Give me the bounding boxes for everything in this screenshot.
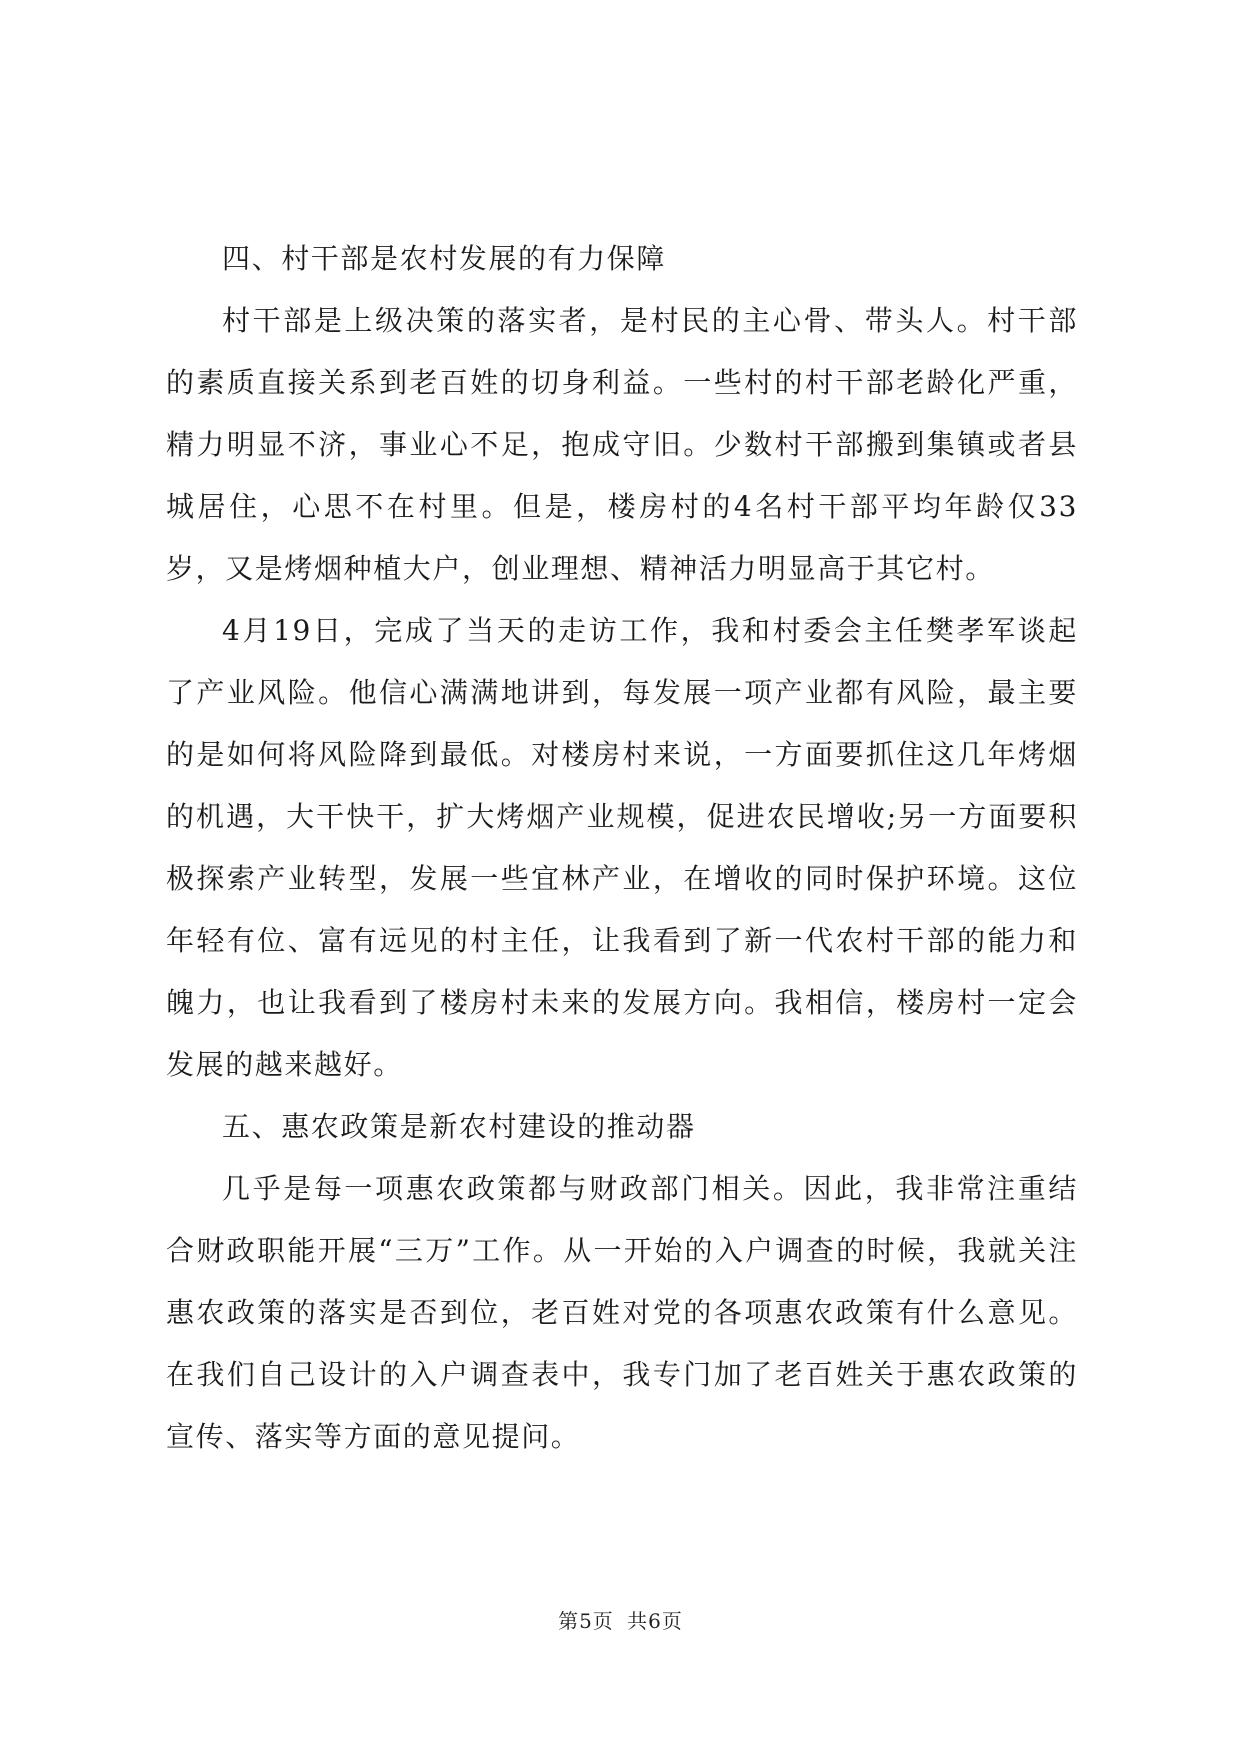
paragraph: 4月19日，完成了当天的走访工作，我和村委会主任樊孝军谈起了产业风险。他信心满满地讲到，每发展一项产业都有风险，最主要的是如何将风险降到最低。对楼房村来说，一方面要抓住这几年烤烟的机遇，大干快干，扩大烤烟产业规模，促进农民增收;另一方面要积极探索产业转型，发展一些宜林产业，在增收的同时保护环境。这位年轻有位、富有远见的村主任，让我看到了新一代农村干部的能力和魄力，也让我看到了楼房村未来的发展方向。我相信，楼房村一定会发展的越来越好。 xyxy=(166,614,1078,1081)
section-heading: 四、村干部是农村发展的有力保障 xyxy=(222,242,667,275)
section-heading: 五、惠农政策是新农村建设的推动器 xyxy=(222,1110,696,1143)
page-total: 共6页 xyxy=(627,1609,683,1633)
paragraph: 几乎是每一项惠农政策都与财政部门相关。因此，我非常注重结合财政职能开展“三万”工作。从一开始的入户调查的时候，我就关注惠农政策的落实是否到位，老百姓对党的各项惠农政策有什么意见。在我们自己设计的入户调查表中，我专门加了老百姓关于惠农政策的宣传、落实等方面的意见提问。 xyxy=(166,1172,1078,1453)
page-number: 第5页 xyxy=(558,1609,614,1633)
page-footer xyxy=(0,1605,1241,1634)
paragraph: 村干部是上级决策的落实者，是村民的主心骨、带头人。村干部的素质直接关系到老百姓的切身利益。一些村的村干部老龄化严重，精力明显不济，事业心不足，抱成守旧。少数村干部搬到集镇或者县城居住，心思不在村里。但是，楼房村的4名村干部平均年龄仅33岁，又是烤烟种植大户，创业理想、精神活力明显高于其它村。 xyxy=(166,304,1078,585)
document-body xyxy=(166,228,1078,1468)
